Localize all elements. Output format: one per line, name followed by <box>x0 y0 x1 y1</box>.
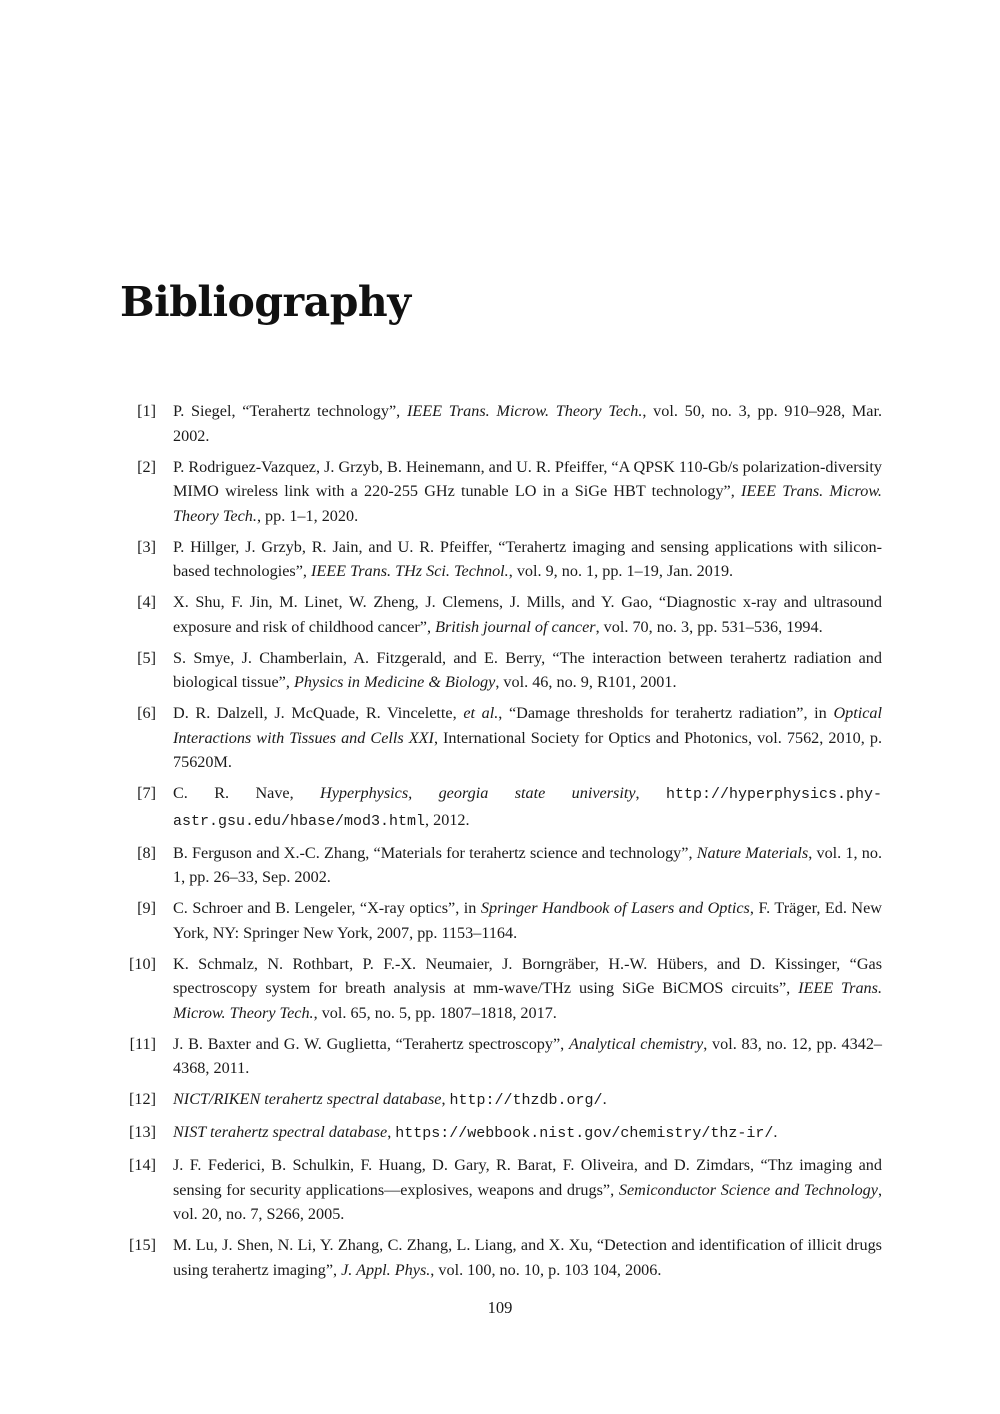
reference-8 <box>120 841 882 890</box>
reference-number: [2] <box>137 457 156 476</box>
reference-text: S. Smye, J. Chamberlain, A. Fitzgerald, and E. Berry, “The interaction between terahertz radiation and biological tissue”, <box>173 648 882 691</box>
reference-text: M. Lu, J. Shen, N. Li, Y. Zhang, C. Zhang, L. Liang, and X. Xu, “Detection and identification of illicit drugs using terahertz imaging”, <box>173 1236 882 1279</box>
book-name: Springer Handbook of Lasers and Optics <box>480 899 750 917</box>
reference-text: D. R. Dalzell, J. McQuade, R. Vincelette, <box>173 704 464 722</box>
reference-text: B. Ferguson and X.-C. Zhang, “Materials for terahertz science and technology”, <box>173 843 697 862</box>
proceedings-name: Optical Interactions with Tissues and Cells XXI <box>173 704 882 747</box>
journal-name: IEEE Trans. Microw. Theory Tech. <box>173 979 882 1022</box>
reference-url[interactable]: http://thzdb.org/ <box>449 1092 603 1109</box>
reference-text: , F. Träger, Ed. New York, NY: Springer New York, 2007, pp. 1153–1164. <box>173 899 882 942</box>
reference-4 <box>120 590 882 639</box>
journal-name: Nature Materials <box>696 843 809 862</box>
reference-3 <box>120 535 882 584</box>
reference-text: , vol. 50, no. 3, pp. 910–928, Mar. 2002. <box>173 402 882 445</box>
reference-number: [14] <box>129 1156 156 1174</box>
reference-text: , <box>441 1090 450 1108</box>
reference-number: [10] <box>129 954 156 973</box>
reference-text: X. Shu, F. Jin, M. Linet, W. Zheng, J. Clemens, J. Mills, and Y. Gao, “Diagnostic x-ray and ultrasound exposure and risk of childhood cancer”, <box>173 593 882 636</box>
reference-number: [13] <box>129 1123 156 1141</box>
page-title: Bibliography <box>120 278 411 326</box>
reference-text: , vol. 65, no. 5, pp. 1807–1818, 2017. <box>313 1003 557 1022</box>
reference-number: [6] <box>137 704 156 722</box>
reference-number: [4] <box>137 593 156 611</box>
reference-text: , vol. 9, no. 1, pp. 1–19, Jan. 2019. <box>508 562 734 580</box>
reference-text: . <box>773 1123 778 1141</box>
reference-number: [9] <box>137 899 156 917</box>
reference-6 <box>120 701 882 775</box>
reference-text: , vol. 70, no. 3, pp. 531–536, 1994. <box>595 617 823 636</box>
journal-name: J. Appl. Phys. <box>341 1260 431 1279</box>
reference-text: , vol. 46, no. 9, R101, 2001. <box>495 673 677 691</box>
reference-15 <box>120 1233 882 1282</box>
reference-text: P. Rodriguez-Vazquez, J. Grzyb, B. Heinemann, and U. R. Pfeiffer, “A QPSK 110-Gb/s polarization-diversity MIMO wireless link with a 220-255 GHz tunable LO in a SiGe HBT technology”, <box>173 457 882 500</box>
reference-text: , 2012. <box>425 810 470 829</box>
reference-number: [11] <box>129 1034 156 1053</box>
reference-text: C. R. Nave, <box>173 784 321 802</box>
reference-text: K. Schmalz, N. Rothbart, P. F.-X. Neumaier, J. Borngräber, H.-W. Hübers, and D. Kissinger, “Gas spectroscopy system for breath analysis at mm-wave/THz using SiGe BiCMOS circuits”, <box>173 954 882 997</box>
reference-12 <box>120 1087 882 1114</box>
reference-text: , vol. 1, no. 1, pp. 26–33, Sep. 2002. <box>173 843 882 886</box>
reference-11 <box>120 1032 882 1081</box>
reference-14 <box>120 1153 882 1227</box>
reference-number: [15] <box>129 1236 156 1254</box>
journal-name: British journal of cancer <box>435 617 596 636</box>
source-name: Hyperphysics, georgia state university <box>320 784 636 802</box>
journal-name: IEEE Trans. Microw. Theory Tech. <box>406 402 643 420</box>
reference-text: J. F. Federici, B. Schulkin, F. Huang, D. Gary, R. Barat, F. Oliveira, and D. Zimdars, “Thz imaging and sensing for security applications—explosives, weapons and drugs”, <box>173 1156 882 1199</box>
journal-name: IEEE Trans. Microw. Theory Tech. <box>173 482 882 525</box>
reference-10 <box>120 952 882 1026</box>
reference-number: [7] <box>137 784 156 802</box>
reference-number: [8] <box>137 843 156 862</box>
reference-text: C. Schroer and B. Lengeler, “X-ray optics”, in <box>173 899 481 917</box>
reference-13 <box>120 1120 882 1147</box>
reference-url[interactable]: https://webbook.nist.gov/chemistry/thz-ir/ <box>395 1125 774 1142</box>
reference-number: [3] <box>137 537 156 556</box>
reference-text: J. B. Baxter and G. W. Guglietta, “Terahertz spectroscopy”, <box>173 1034 569 1053</box>
journal-name: Physics in Medicine & Biology <box>293 673 496 691</box>
reference-text: , vol. 20, no. 7, S266, 2005. <box>173 1180 883 1223</box>
reference-text: , “Damage thresholds for terahertz radiation”, in <box>498 704 834 722</box>
reference-text: , <box>635 784 666 802</box>
reference-text: . <box>602 1090 607 1108</box>
reference-number: [5] <box>137 648 156 667</box>
et-al: et al. <box>463 704 499 722</box>
reference-number: [1] <box>137 402 156 420</box>
page-number: 109 <box>487 1298 513 1317</box>
reference-number: [12] <box>129 1090 156 1108</box>
reference-text: P. Hillger, J. Grzyb, R. Jain, and U. R. Pfeiffer, “Terahertz imaging and sensing applications with silicon-based technologies”, <box>173 537 882 580</box>
reference-2 <box>120 455 882 529</box>
reference-7 <box>120 781 882 834</box>
journal-name: Analytical chemistry <box>568 1034 704 1053</box>
reference-text: P. Siegel, “Terahertz technology”, <box>173 402 407 420</box>
reference-url[interactable]: http://hyperphysics.phy-astr.gsu.edu/hbase/mod3.html <box>173 786 882 830</box>
bibliography-list <box>120 399 882 1289</box>
reference-5 <box>120 646 882 695</box>
reference-text: , <box>387 1123 396 1141</box>
journal-name: IEEE Trans. THz Sci. Technol. <box>311 562 509 580</box>
database-name: NICT/RIKEN terahertz spectral database <box>173 1090 442 1108</box>
reference-text: , International Society for Optics and Photonics, vol. 7562, 2010, p. 75620M. <box>173 728 882 771</box>
database-name: NIST terahertz spectral database <box>173 1123 388 1141</box>
reference-9 <box>120 896 882 945</box>
reference-text: , vol. 100, no. 10, p. 103 104, 2006. <box>430 1260 662 1279</box>
reference-text: , vol. 83, no. 12, pp. 4342–4368, 2011. <box>173 1034 883 1077</box>
journal-name: Semiconductor Science and Technology <box>618 1180 878 1199</box>
reference-text: , pp. 1–1, 2020. <box>256 506 359 525</box>
reference-1 <box>120 399 882 448</box>
